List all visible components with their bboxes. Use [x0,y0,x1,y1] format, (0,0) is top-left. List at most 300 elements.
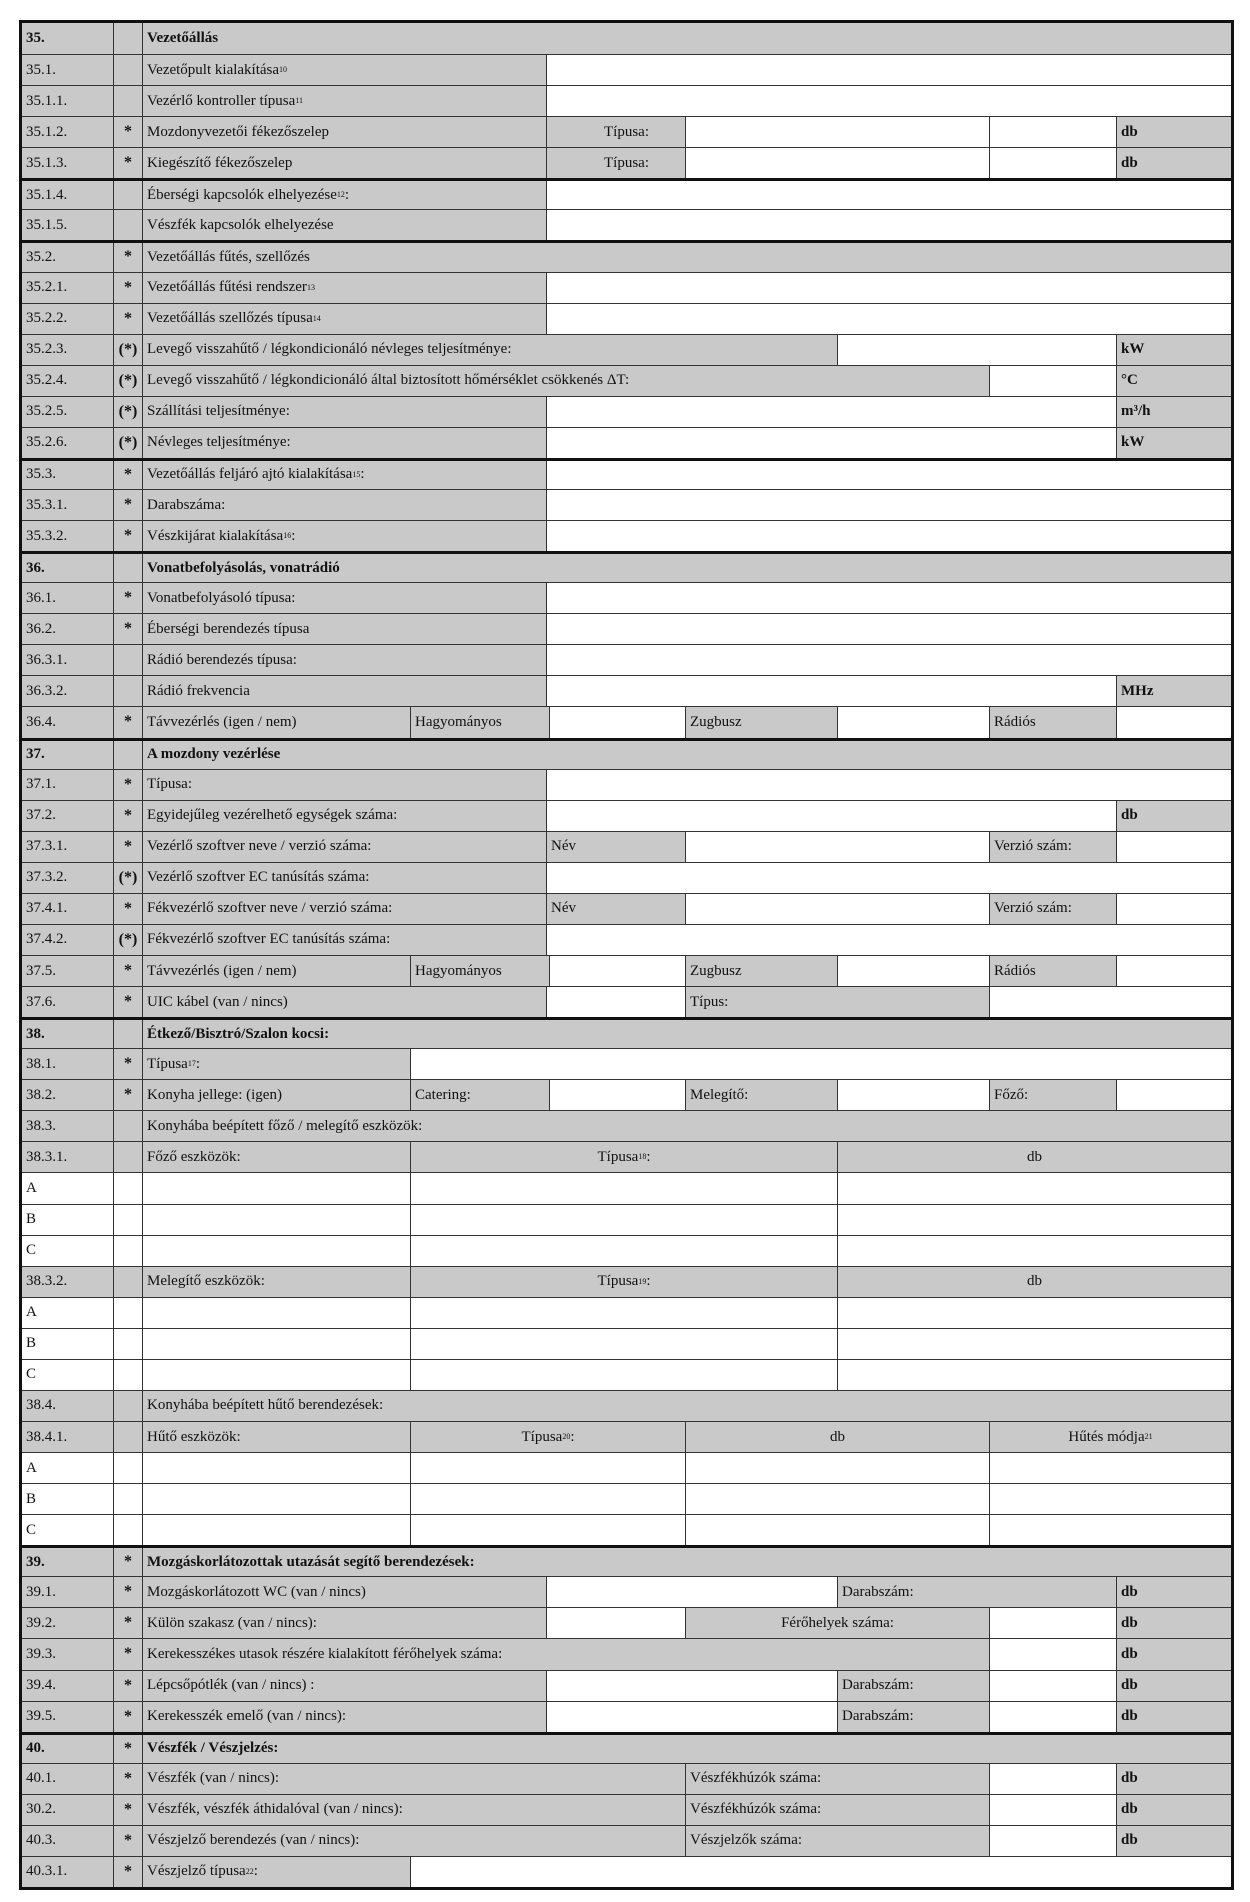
required-marker [113,304,142,334]
input-cell[interactable] [837,1205,1231,1235]
cell-text: 35.1.1. [26,92,68,109]
input-cell[interactable] [546,428,1116,458]
row-number [22,1298,113,1328]
input-cell[interactable] [546,1608,685,1638]
row-number [22,863,113,893]
cell-text: (*) [118,371,138,389]
table-row [22,1297,1231,1328]
cell-text: Férőhelyek száma: [781,1614,894,1631]
label-cell [1116,428,1231,458]
label-cell [142,614,546,644]
table-row [22,1701,1231,1732]
cell-text: C [26,1366,37,1383]
cell-text: Hagyományos [415,962,502,979]
input-cell[interactable] [989,148,1116,178]
row-number [22,1826,113,1856]
input-cell[interactable] [989,1671,1116,1701]
input-cell[interactable] [546,461,1231,489]
input-cell[interactable] [1116,832,1231,862]
table-row [22,1172,1231,1203]
input-cell[interactable] [989,1608,1116,1638]
label-cell [142,1735,1231,1763]
label-cell: Vezetőállás szellőzés típusa 14 [142,304,546,334]
label-cell [989,1080,1116,1110]
cell-text: Vészfék kapcsolók elhelyezése [147,216,334,233]
input-cell[interactable] [410,1360,837,1390]
input-cell[interactable] [142,1236,410,1266]
cell-text: Lépcsőpótlék (van / nincs) : [147,1677,315,1694]
cell-text: A [26,1304,37,1321]
label-cell [142,1702,546,1732]
table-row [22,116,1231,147]
input-cell[interactable] [546,863,1231,893]
input-cell[interactable] [546,397,1116,427]
required-marker [113,1360,142,1390]
label-cell [1116,1671,1231,1701]
table-row [22,1483,1231,1514]
row-number [22,1639,113,1669]
table-row [22,1079,1231,1110]
label-cell [1116,801,1231,831]
label-cell [410,707,549,737]
required-marker [113,117,142,147]
cell-text: 36.3.2. [26,682,68,699]
cell-text: 35.1.5. [26,216,68,233]
cell-text: B [26,1335,37,1352]
cell-text: Kiegészítő fékezőszelep [147,154,293,171]
cell-suffix: : [291,527,296,544]
row-number [22,55,113,85]
cell-text: Vezetőállás fűtési rendszer [147,279,307,296]
input-cell[interactable] [989,1826,1116,1856]
input-cell[interactable] [1116,956,1231,986]
table-row [22,396,1231,427]
table-row [22,1576,1231,1607]
cell-text: * [124,154,132,172]
cell-text: 37.4.2. [26,931,68,948]
cell-text: Mozgáskorlátozott WC (van / nincs) [147,1583,366,1600]
required-marker [113,397,142,427]
required-marker [113,335,142,365]
row-number [22,741,113,769]
cell-text: 38. [26,1025,45,1042]
input-cell[interactable] [1116,1080,1231,1110]
required-marker [113,181,142,209]
row-number [22,1548,113,1576]
label-cell [1116,1639,1231,1669]
input-cell[interactable] [546,676,1116,706]
row-number [22,676,113,706]
cell-text: 37.3.1. [26,838,68,855]
input-cell[interactable] [837,1298,1231,1328]
required-marker [113,55,142,85]
cell-text: * [124,1553,132,1571]
label-cell [837,1577,1116,1607]
label-cell [142,1020,1231,1048]
input-cell[interactable] [989,1764,1116,1794]
table-row [22,427,1231,458]
input-cell[interactable] [685,148,989,178]
cell-text: 40.3.1. [26,1863,68,1880]
label-cell: Típusa 20 : [410,1422,685,1452]
row-number [22,1735,113,1763]
cell-text: db [1121,1645,1138,1662]
cell-text: * [124,496,132,514]
label-cell [837,1142,1231,1172]
row-number [22,148,113,178]
label-cell [989,832,1116,862]
cell-text: Verzió szám: [994,838,1072,855]
input-cell[interactable] [989,117,1116,147]
label-cell: Vezetőállás fűtési rendszer 13 [142,273,546,303]
label-cell [142,1764,685,1794]
required-marker [113,210,142,240]
cell-text: Típus: [690,993,729,1010]
row-number [22,117,113,147]
row-number [22,1577,113,1607]
input-cell[interactable] [546,925,1231,955]
row-number [22,987,113,1017]
input-cell[interactable] [546,273,1231,303]
required-marker [113,1515,142,1545]
cell-text: Külön szakasz (van / nincs): [147,1614,317,1631]
cell-text: Levegő visszahűtő / légkondicionáló által biztosított hőmérséklet csökkenés ΔT: [147,372,630,389]
table-row [22,1110,1231,1141]
input-cell[interactable] [989,1639,1116,1669]
cell-text: Fékvezérlő szoftver EC tanúsítás száma: [147,931,391,948]
label-cell [142,1671,546,1701]
input-cell[interactable] [837,1236,1231,1266]
input-cell[interactable] [685,1453,989,1483]
input-cell[interactable] [989,1484,1231,1514]
input-cell[interactable] [142,1515,410,1545]
label-cell [1116,1608,1231,1638]
cell-text: 38.3.2. [26,1273,68,1290]
input-cell[interactable] [410,1049,1231,1079]
cell-text: Vonatbefolyásoló típusa: [147,589,296,606]
cell-text: Darabszám: [842,1708,914,1725]
required-marker [113,1142,142,1172]
input-cell[interactable] [142,1360,410,1390]
label-cell [989,707,1116,737]
label-cell [1116,366,1231,396]
input-cell[interactable] [142,1298,410,1328]
input-cell[interactable] [410,1857,1231,1887]
table-row [22,706,1231,737]
cell-text: Rádiós [994,713,1036,730]
cell-text: m³/h [1121,403,1151,420]
label-cell [142,1267,410,1297]
input-cell[interactable] [549,1080,685,1110]
label-cell [142,397,546,427]
input-cell[interactable] [546,1577,837,1607]
input-cell[interactable] [837,707,989,737]
cell-text: °C [1121,372,1138,389]
required-marker [113,1080,142,1110]
row-number [22,1857,113,1887]
input-cell[interactable] [549,956,685,986]
table-row [22,458,1231,489]
cell-text: * [124,1769,132,1787]
cell-suffix: : [570,1428,575,1445]
label-cell: Vezetőpult kialakítása 10 [142,55,546,85]
cell-text: 39.4. [26,1677,56,1694]
input-cell[interactable] [989,1795,1116,1825]
required-marker [113,521,142,551]
cell-text: db [830,1428,845,1445]
input-cell[interactable] [546,490,1231,520]
row-number [22,23,113,54]
required-marker [113,1795,142,1825]
label-cell [142,676,546,706]
input-cell[interactable] [685,117,989,147]
cell-text: * [124,1831,132,1849]
label-cell [142,801,546,831]
cell-text: db [1027,1273,1042,1290]
cell-text: Távvezérlés (igen / nem) [147,713,297,730]
table-row [22,240,1231,271]
input-cell[interactable] [410,1484,685,1514]
input-cell[interactable] [410,1236,837,1266]
cell-text: * [124,1862,132,1880]
label-cell [142,832,546,862]
input-cell[interactable] [546,1671,837,1701]
cell-text: 39.3. [26,1645,56,1662]
input-cell[interactable] [837,1173,1231,1203]
row-number [22,1360,113,1390]
input-cell[interactable] [989,1702,1116,1732]
cell-text: Melegítő: [690,1086,749,1103]
row-number [22,770,113,800]
label-cell [142,1080,410,1110]
input-cell[interactable] [546,1702,837,1732]
table-row [22,613,1231,644]
cell-text: Vészfékhúzók száma: [690,1801,822,1818]
cell-text: Típusa: [604,154,649,171]
row-number [22,554,113,582]
row-number [22,366,113,396]
label-cell [142,925,546,955]
input-cell[interactable] [142,1453,410,1483]
input-cell[interactable] [989,1453,1231,1483]
input-cell[interactable] [142,1329,410,1359]
input-cell[interactable] [410,1205,837,1235]
table-row [22,1017,1231,1048]
label-cell [685,1422,989,1452]
label-cell [142,987,546,1017]
cell-text: * [124,278,132,296]
required-marker [113,273,142,303]
input-cell[interactable] [989,987,1231,1017]
row-number [22,707,113,737]
cell-text: db [1121,154,1138,171]
required-marker [113,1205,142,1235]
label-cell [1116,148,1231,178]
cell-text: (*) [118,340,138,358]
table-row [22,23,1231,54]
cell-text: Hűtő eszközök: [147,1428,241,1445]
input-cell[interactable] [546,86,1231,116]
input-cell[interactable] [685,894,989,924]
label-cell [142,1391,1231,1421]
row-number [22,1111,113,1141]
input-cell[interactable] [546,304,1231,334]
input-cell[interactable] [546,987,685,1017]
label-cell [685,987,989,1017]
row-number [22,1391,113,1421]
cell-text: 36.1. [26,589,56,606]
cell-text: Vészjelző berendezés (van / nincs): [147,1832,360,1849]
table-row [22,1545,1231,1576]
cell-text: 40.1. [26,1770,56,1787]
cell-text: 35.3.1. [26,496,68,513]
cell-text: db [1121,1770,1138,1787]
cell-text: 35.2.4. [26,372,68,389]
cell-text: * [124,527,132,545]
input-cell[interactable] [549,707,685,737]
input-cell[interactable] [142,1173,410,1203]
cell-text: 35.1.4. [26,186,68,203]
row-number [22,181,113,209]
label-cell: Típusa 19 : [410,1267,837,1297]
cell-text: * [124,1800,132,1818]
cell-text: 35.2.6. [26,434,68,451]
cell-text: Catering: [415,1086,471,1103]
table-row [22,1141,1231,1172]
required-marker [113,1173,142,1203]
required-marker [113,645,142,675]
required-marker [113,1857,142,1887]
cell-text: 35.3. [26,466,56,483]
cell-text: Egyidejűleg vezérelhető egységek száma: [147,807,398,824]
table-row [22,1204,1231,1235]
cell-text: (*) [118,930,138,948]
label-cell [142,1795,685,1825]
cell-text: Darabszáma: [147,496,226,513]
row-number [22,86,113,116]
table-row [22,147,1231,178]
input-cell[interactable] [142,1484,410,1514]
input-cell[interactable] [837,1329,1231,1359]
cell-text: db [1027,1148,1042,1165]
input-cell[interactable] [142,1205,410,1235]
cell-text: 35.2. [26,248,56,265]
required-marker [113,1484,142,1514]
input-cell[interactable] [837,1080,989,1110]
row-number [22,1795,113,1825]
label-cell [142,894,546,924]
table-row [22,1359,1231,1390]
table-row [22,178,1231,209]
table-row [22,1514,1231,1545]
cell-text: 37.2. [26,807,56,824]
input-cell[interactable] [546,645,1231,675]
cell-text: Név [551,900,576,917]
row-number [22,956,113,986]
label-cell [142,770,546,800]
cell-text: 39.2. [26,1614,56,1631]
input-cell[interactable] [546,801,1116,831]
cell-text: * [124,309,132,327]
cell-text: 37.5. [26,962,56,979]
table-row [22,54,1231,85]
cell-text: * [124,899,132,917]
input-cell[interactable] [546,210,1231,240]
label-cell [989,894,1116,924]
table-row [22,1638,1231,1669]
label-cell [1116,1702,1231,1732]
input-cell[interactable] [546,181,1231,209]
input-cell[interactable] [685,1515,989,1545]
cell-text: Vészfék / Vészjelzés: [147,1740,279,1757]
row-number [22,397,113,427]
cell-suffix: : [646,1148,651,1165]
input-cell[interactable] [410,1173,837,1203]
input-cell[interactable] [546,583,1231,613]
required-marker [113,676,142,706]
cell-text: Kerekesszék emelő (van / nincs): [147,1708,347,1725]
input-cell[interactable] [410,1329,837,1359]
input-cell[interactable] [546,770,1231,800]
required-marker [113,1298,142,1328]
required-marker [113,1608,142,1638]
input-cell[interactable] [546,614,1231,644]
cell-text: C [26,1521,37,1538]
label-cell [142,554,1231,582]
cell-text: 37.6. [26,993,56,1010]
cell-text: 38.3.1. [26,1148,68,1165]
input-cell[interactable] [410,1515,685,1545]
table-row [22,769,1231,800]
input-cell[interactable] [546,55,1231,85]
cell-text: 35.1.2. [26,123,68,140]
input-cell[interactable] [837,956,989,986]
row-number [22,1453,113,1483]
input-cell[interactable] [1116,894,1231,924]
label-cell [685,707,837,737]
cell-text: * [124,1707,132,1725]
row-number [22,583,113,613]
cell-text: Szállítási teljesítménye: [147,403,290,420]
table-row [22,1235,1231,1266]
input-cell[interactable] [685,832,989,862]
input-cell[interactable] [410,1453,685,1483]
label-cell [546,832,685,862]
input-cell[interactable] [989,366,1116,396]
required-marker [113,956,142,986]
table-row [22,1452,1231,1483]
input-cell[interactable] [410,1298,837,1328]
table-row [22,924,1231,955]
input-cell[interactable] [685,1484,989,1514]
label-cell [142,117,546,147]
cell-text: Vezetőállás fűtés, szellőzés [147,248,310,265]
cell-text: * [124,962,132,980]
input-cell[interactable] [837,335,1116,365]
label-cell [685,1764,989,1794]
cell-text: Kerekesszékes utasok részére kialakított férőhelyek száma: [147,1645,503,1662]
label-cell [142,366,989,396]
input-cell[interactable] [1116,707,1231,737]
table-row [22,675,1231,706]
label-cell [142,243,1231,271]
table-row [22,1421,1231,1452]
input-cell[interactable] [837,1360,1231,1390]
table-row [22,1763,1231,1794]
cell-text: Vezérlő kontroller típusa [147,92,296,109]
input-cell[interactable] [989,1515,1231,1545]
input-cell[interactable] [546,521,1231,551]
